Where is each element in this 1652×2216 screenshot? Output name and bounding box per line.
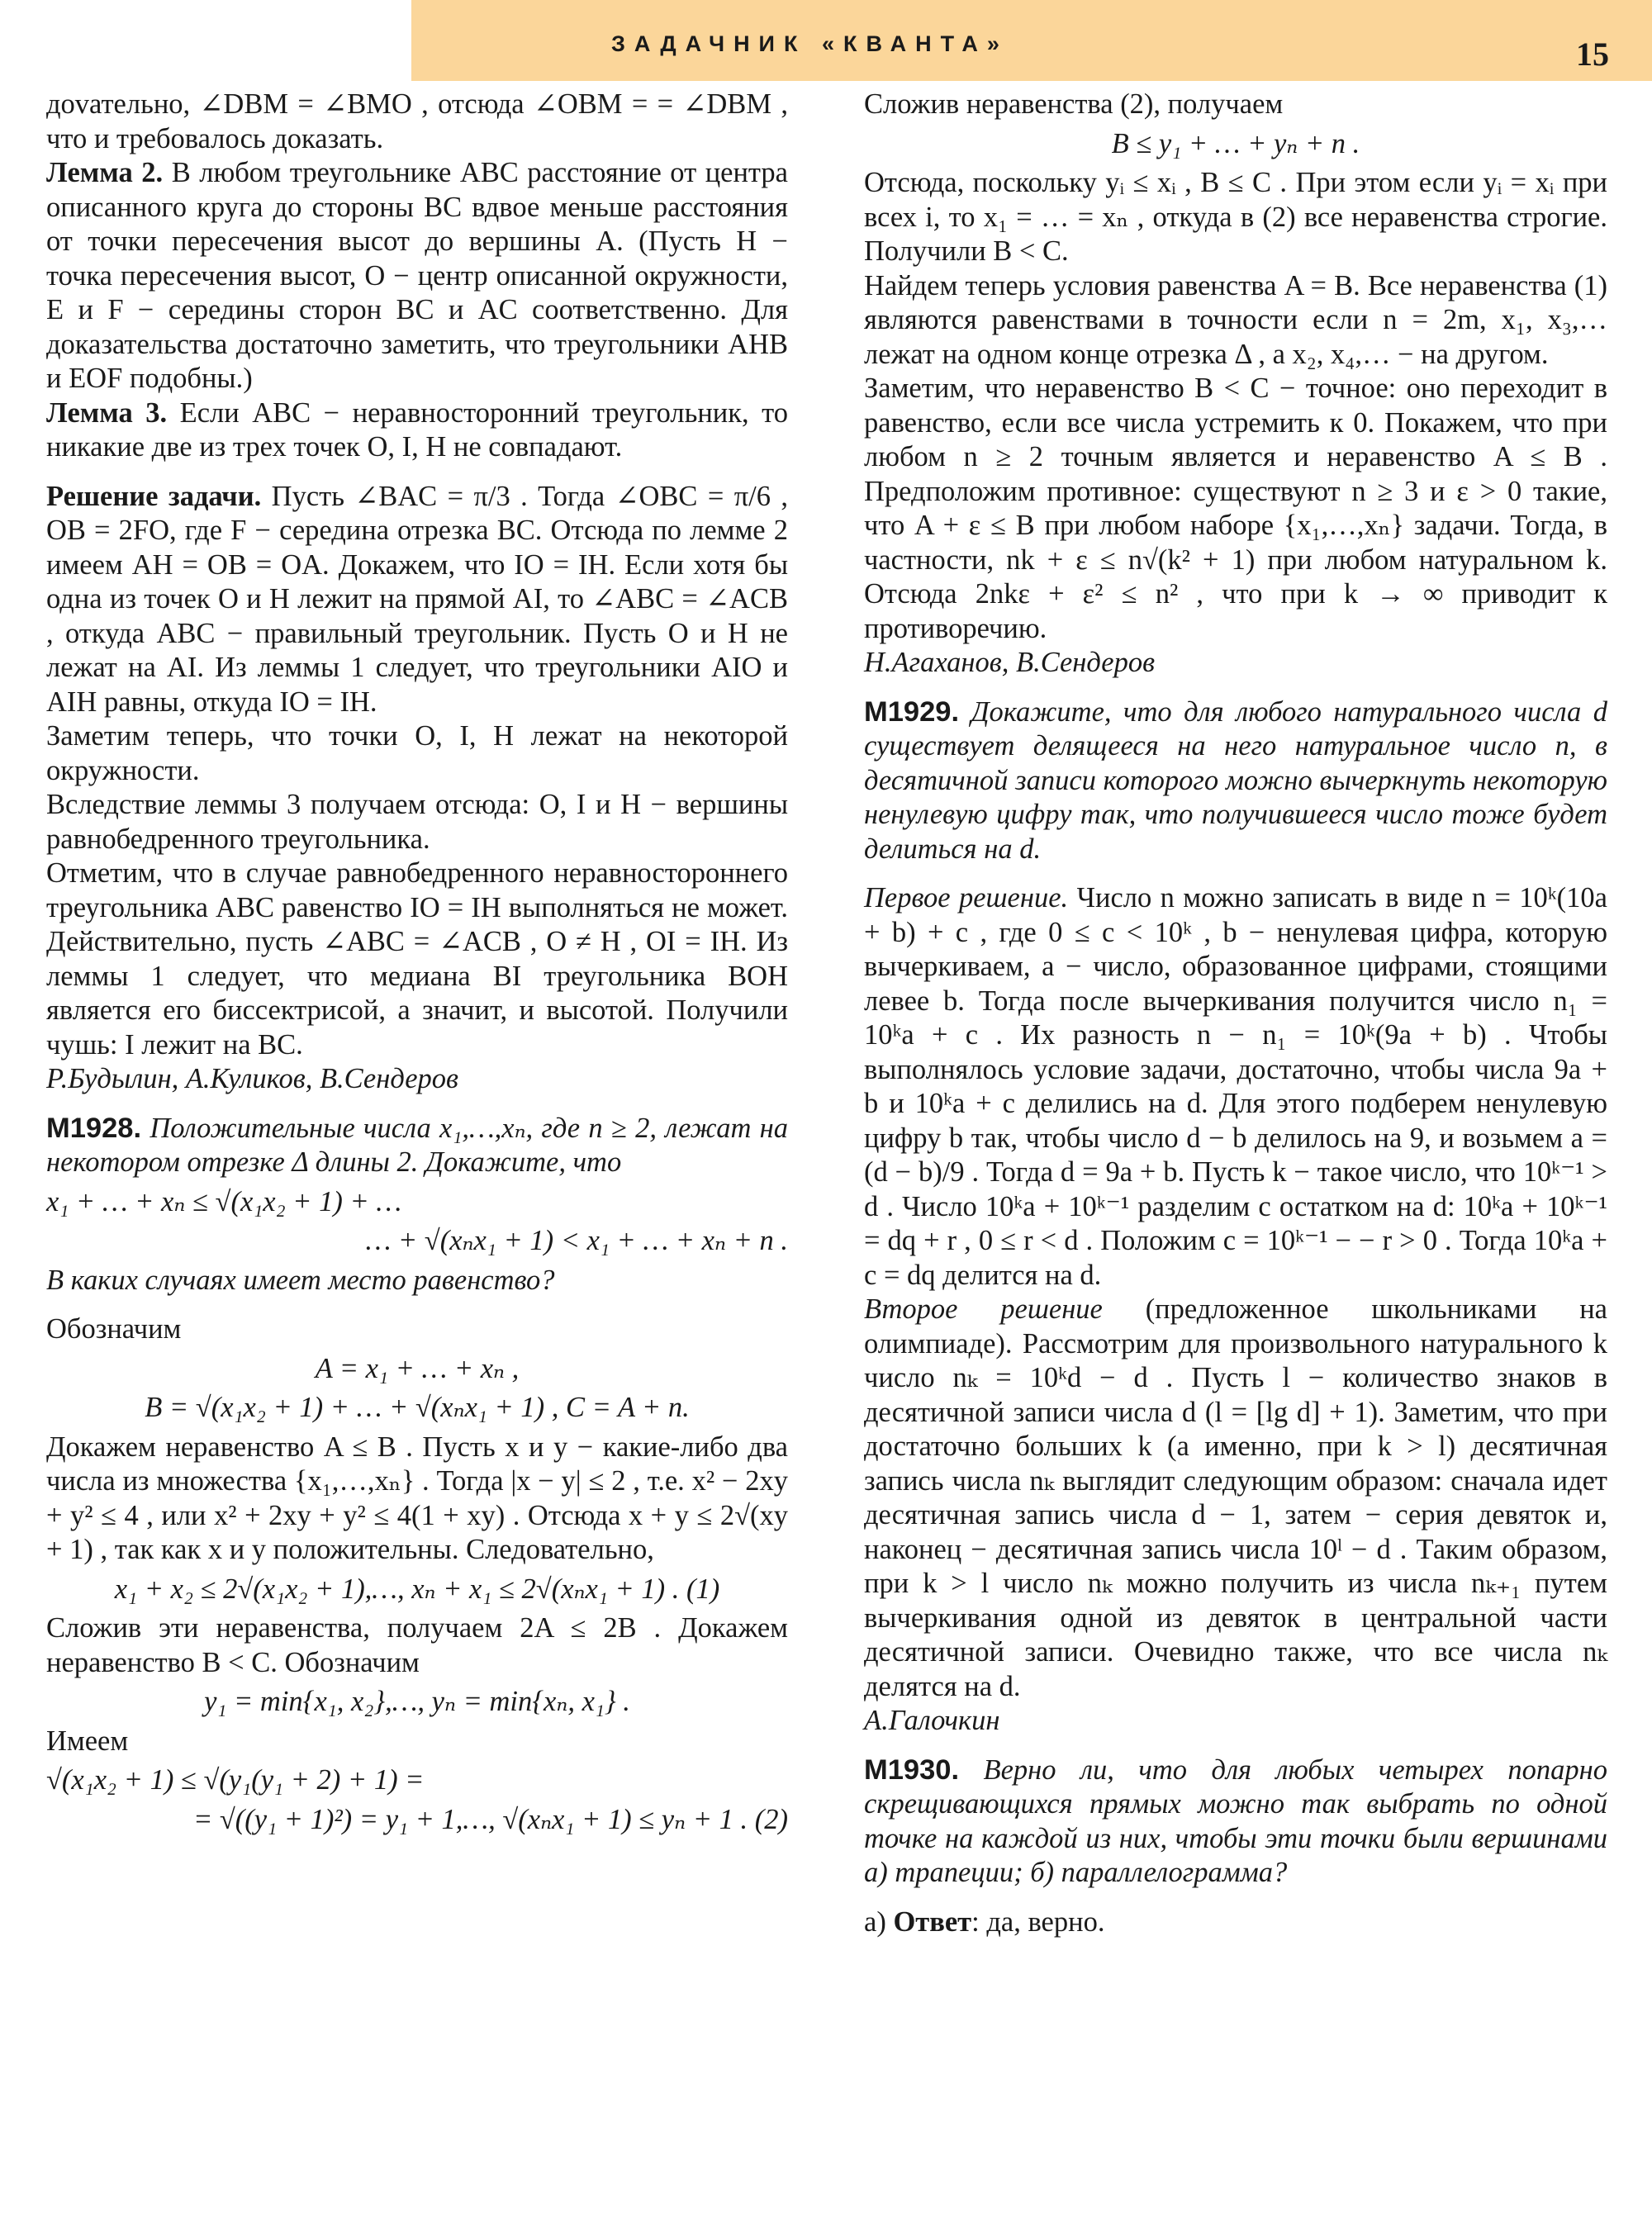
solution-label: Первое решение. bbox=[864, 882, 1069, 913]
solution bbox=[46, 480, 788, 720]
problem-id: М1930. bbox=[864, 1753, 960, 1786]
answer-prefix: а) bbox=[864, 1905, 886, 1938]
formula: B = √(x₁x₂ + 1) + … + √(xₙx₁ + 1) , C = A + n. bbox=[145, 1392, 690, 1423]
problem-m1929 bbox=[864, 695, 1607, 867]
lemma-text: В любом треугольнике ABC расстояние от центра описанного круга до стороны BC вдвое меньше расстояния от точки пересечения высот до вершины A. (Пусть H − точка пересечения высот, O − центр описанной окружности, E и F − середины сторон BC и AC соответственно. Для доказательства достаточно заметить, что треугольники AHB и EOF подобны.) bbox=[46, 157, 788, 394]
paragraph: Вследствие леммы 3 получаем отсюда: O, I и H − вершины равнобедренного треугольника. bbox=[46, 789, 788, 855]
paragraph: Отметим, что в случае равнобедренного неравностороннего треугольника ABC равенство IO = IH выполняться не может. Действительно, пусть ∠ABC = ∠ACB , O ≠ H , OI = IH. Из леммы 1 следует, что медиана BI треугольника BOH является его биссектрисой, а значит, и высотой. Получили чушь: I лежит на BC. bbox=[46, 857, 788, 1061]
lemma-label: Лемма 3. bbox=[46, 396, 168, 429]
problem-id: М1928. bbox=[46, 1112, 142, 1144]
formula: √(x₁x₂ + 1) ≤ √(y₁(y₁ + 2) + 1) = bbox=[46, 1764, 425, 1796]
author: Р.Будылин, А.Куликов, В.Сендеров bbox=[46, 1063, 459, 1094]
solution-label: Решение задачи. bbox=[46, 480, 262, 512]
paragraph: Обозначим bbox=[46, 1313, 182, 1345]
answer-text: : да, верно. bbox=[971, 1905, 1105, 1938]
paragraph: Заметим теперь, что точки O, I, H лежат на некоторой окружности. bbox=[46, 720, 788, 786]
page-number: 15 bbox=[1576, 36, 1609, 73]
formula: A = x₁ + … + xₙ , bbox=[315, 1352, 520, 1384]
left-column bbox=[46, 88, 788, 1842]
solution-label: Второе решение bbox=[864, 1293, 1103, 1325]
problem-statement: Докажите, что для любого натурального числа d существует делящееся на него натуральное число n, в десятичной записи которого можно вычеркнуть некоторую ненулевую цифру так, что получившееся число тоже будет делиться на d. bbox=[864, 695, 1607, 865]
question: В каких случаях имеет место равенство? bbox=[46, 1264, 555, 1296]
paragraph: Докажем неравенство A ≤ B . Пусть x и y − какие-либо два числа из множества {x₁,…,xₙ} . Тогда |x − y| ≤ 2 , т.е. x² − 2xy + y² ≤ 4 , или x² + 2xy + y² ≤ 4(1 + xy) . Отсюда x + y ≤ 2√(xy + 1) , так как x и y положительны. Следовательно, bbox=[46, 1431, 788, 1565]
answer-label: Ответ bbox=[893, 1905, 972, 1938]
problem-id: М1929. bbox=[864, 695, 960, 728]
formula: y₁ = min{x₁, x₂},…, yₙ = min{xₙ, x₁} . bbox=[204, 1686, 630, 1717]
author: А.Галочкин bbox=[864, 1705, 1000, 1736]
solution-text: Пусть ∠BAC = π/3 . Тогда ∠OBC = π/6 , OB = 2FO, где F − середина отрезка BC. Отсюда по лемме 2 имеем AH = OB = OA. Докажем, что IO = IH. Если хотя бы одна из точек O и H лежит на прямой AI, то ∠ABC = ∠ACB , откуда ABC − правильный треугольник. Пусть O и H не лежат на AI. Из леммы 1 следует, что треугольники AIO и AIH равны, откуда IO = IH. bbox=[46, 480, 788, 718]
paragraph: Отсюда, поскольку yᵢ ≤ xᵢ , B ≤ C . При этом если yᵢ = xᵢ при всех i, то x₁ = … = xₙ , откуда в (2) все неравенства строгие. Получили B < C. bbox=[864, 167, 1607, 267]
answer bbox=[864, 1905, 1607, 1940]
right-column bbox=[864, 88, 1607, 1939]
second-solution bbox=[864, 1293, 1607, 1704]
paragraph: дovательно, ∠DBM = ∠BMO , отсюда ∠OBM = = ∠DBM , что и требовалось доказать. bbox=[46, 88, 788, 154]
lemma-3 bbox=[46, 396, 788, 465]
problem-statement: Верно ли, что для любых четырех попарно скрещивающихся прямых можно так выбрать по одной точке на каждой из них, чтобы эти точки были вершинами а) трапеции; б) параллелограмма? bbox=[864, 1753, 1607, 1888]
problem-m1930 bbox=[864, 1753, 1607, 1891]
lemma-label: Лемма 2. bbox=[46, 157, 164, 188]
formula: x₁ + x₂ ≤ 2√(x₁x₂ + 1),…, xₙ + x₁ ≤ 2√(xₙx₁ + 1) . (1) bbox=[114, 1573, 720, 1605]
paragraph: Заметим, что неравенство B < C − точное: оно переходит в равенство, если все числа устремить к 0. Покажем, что при любом n ≥ 2 точным является и неравенство A ≤ B . Предположим противное: существуют n ≥ 3 и ε > 0 такие, что A + ε ≤ B при любом наборе {x₁,…,xₙ} задачи. Тогда, в частности, nk + ε ≤ n√(k² + 1) при любом натуральном k. Отсюда 2nkε + ε² ≤ n² , что при k → ∞ приводит к противоречию. bbox=[864, 372, 1607, 644]
formula: x₁ + … + xₙ ≤ √(x₁x₂ + 1) + … bbox=[46, 1185, 402, 1217]
lemma-text: Если ABC − неравносторонний треугольник, то никакие две из трех точек O, I, H не совпадают. bbox=[46, 396, 788, 463]
author: Н.Агаханов, В.Сендеров bbox=[864, 647, 1156, 678]
header-band bbox=[411, 0, 1652, 81]
solution-text: (предложенное школьниками на олимпиаде). Рассмотрим для произвольного натурального k число nₖ = 10ᵏd − d . Пусть l − количество знаков в десятичной записи числа d (l = [lg d] + 1). Заметим, что при достаточно больших k (а именно, при k > l) десятичная запись числа nₖ выглядит следующим образом: сначала идет десятичная запись числа d − 1, затем − серия девяток и, наконец − десятичная запись числа 10ˡ − d . Таким образом, при k > l число nₖ можно получить из числа nₖ₊₁ путем вычеркивания одной из девяток в центральной части десятичной записи. Очевидно также, что все числа nₖ делятся на d. bbox=[864, 1293, 1607, 1702]
paragraph: Сложив неравенства (2), получаем bbox=[864, 88, 1284, 120]
lemma-2 bbox=[46, 156, 788, 396]
formula: = √((y₁ + 1)²) = y₁ + 1,…, √(xₙx₁ + 1) ≤ yₙ + 1 . (2) bbox=[192, 1803, 788, 1835]
first-solution bbox=[864, 881, 1607, 1293]
problem-m1928 bbox=[46, 1112, 788, 1180]
solution-text: Число n можно записать в виде n = 10ᵏ(10a + b) + c , где 0 ≤ c < 10ᵏ , b − ненулевая цифра, которую вычеркиваем, a − число, образованное цифрами, стоящими левее b. Тогда после вычеркивания получится число n₁ = 10ᵏa + c . Их разность n − n₁ = 10ᵏ(9a + b) . Чтобы выполнялось условие задачи, достаточно, чтобы числа 9a + b и 10ᵏa + c делились на d. Для этого подберем ненулевую цифру b так, чтобы число d − b делилось на 9, и возьмем a = (d − b)/9 . Тогда d = 9a + b. Пусть k − такое число, что 10ᵏ⁻¹ > d . Число 10ᵏa + 10ᵏ⁻¹ разделим с остатком на d: 10ᵏa + 10ᵏ⁻¹ = dq + r , 0 ≤ r < d . Положим c = 10ᵏ⁻¹ − − r > 0 . Тогда 10ᵏa + c = dq делится на d. bbox=[864, 882, 1607, 1291]
paragraph: Имеем bbox=[46, 1725, 129, 1757]
running-header: ЗАДАЧНИК «КВАНТА» bbox=[611, 31, 1009, 56]
formula: … + √(xₙx₁ + 1) < x₁ + … + xₙ + n . bbox=[365, 1225, 788, 1256]
problem-statement: Положительные числа x₁,…,xₙ, где n ≥ 2, лежат на некотором отрезке Δ длины 2. Докажите, что bbox=[46, 1112, 788, 1178]
formula: B ≤ y₁ + … + yₙ + n . bbox=[1111, 127, 1360, 159]
paragraph: Найдем теперь условия равенства A = B. Все неравенства (1) являются равенствами в точности если n = 2m, x₁, x₃,… лежат на одном конце отрезка Δ , а x₂, x₄,… − на другом. bbox=[864, 269, 1607, 370]
paragraph: Сложив эти неравенства, получаем 2A ≤ 2B . Докажем неравенство B < C. Обозначим bbox=[46, 1612, 788, 1678]
